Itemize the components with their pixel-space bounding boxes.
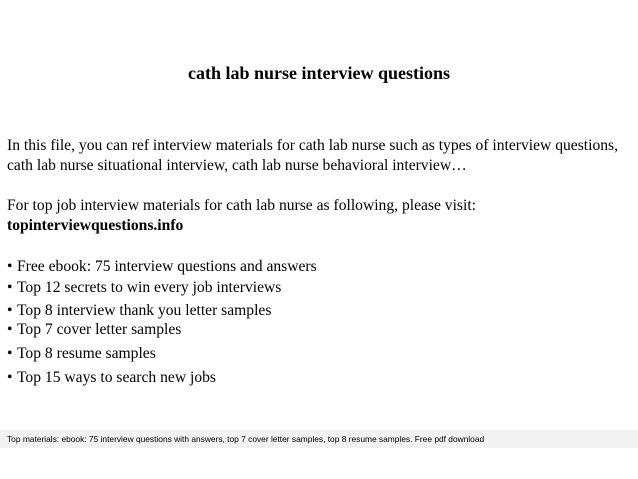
visit-text: For top job interview materials for cath lab nurse as following, please visit: xyxy=(7,197,477,214)
list-item xyxy=(7,257,317,277)
bullet-icon: • xyxy=(7,302,13,319)
website-link[interactable]: topinterviewquestions.info xyxy=(7,217,184,234)
visit-paragraph xyxy=(7,196,633,236)
page-title: cath lab nurse interview questions xyxy=(187,63,450,83)
intro-paragraph: In this file, you can ref interview materials for cath lab nurse such as types of interview questions, cath lab nurse situational interview, cath lab nurse behavioral interview… xyxy=(7,137,619,174)
list-item-text: Top 8 resume samples xyxy=(17,345,156,362)
bullet-icon: • xyxy=(7,258,13,275)
list-item xyxy=(7,344,156,364)
bullet-icon: • xyxy=(7,321,13,338)
list-item xyxy=(7,368,216,388)
list-item xyxy=(7,320,181,340)
list-item-text: Top 15 ways to search new jobs xyxy=(17,369,216,386)
list-item-text: Free ebook: 75 interview questions and answers xyxy=(17,258,317,275)
footer-bar: Top materials: ebook: 75 interview questions with answers, top 7 cover letter samples, top 8 resume samples. Free pdf download xyxy=(0,430,638,448)
bullet-icon: • xyxy=(7,279,13,296)
list-item xyxy=(7,301,271,321)
list-item xyxy=(7,278,281,298)
list-item-text: Top 7 cover letter samples xyxy=(17,321,182,338)
list-item-text: Top 8 interview thank you letter samples xyxy=(17,302,272,319)
bullet-icon: • xyxy=(7,345,13,362)
bullet-icon: • xyxy=(7,369,13,386)
list-item-text: Top 12 secrets to win every job interviews xyxy=(17,279,282,296)
